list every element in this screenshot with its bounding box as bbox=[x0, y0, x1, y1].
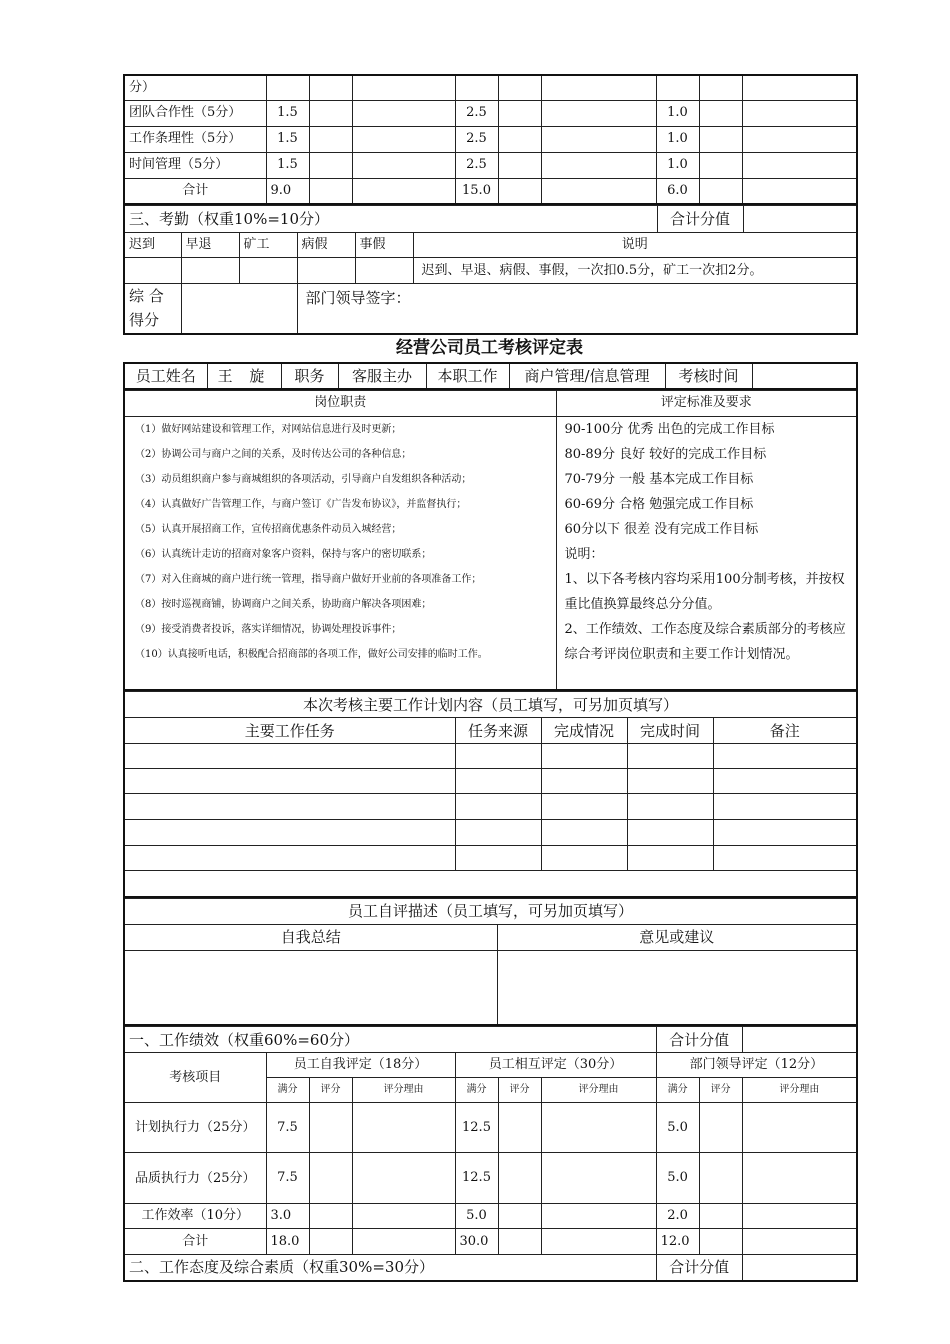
list-item: （3）动员组织商户参与商城组织的各项活动，引导商户自发组织各种活动； bbox=[135, 473, 472, 485]
attendance-note: 迟到、早退、病假、事假，一次扣0.5分，矿工一次扣2分。 bbox=[413, 258, 857, 284]
attitude-title: 二、工作态度及综合素质（权重30%=30分） bbox=[124, 1255, 656, 1281]
self-summary-field[interactable] bbox=[124, 950, 497, 1025]
assessment-time-label: 考核时间 bbox=[665, 363, 752, 389]
total-label: 合计 bbox=[124, 1229, 266, 1255]
standards-list bbox=[556, 416, 857, 690]
list-item: 80-89分 良好 较好的完成工作目标 bbox=[564, 446, 767, 462]
item-label: 团队合作性（5分） bbox=[124, 100, 266, 126]
suggestions-field[interactable] bbox=[497, 950, 857, 1025]
list-item: 1、以下各考核内容均采用100分制考核，并按权重比值换算最终总分分值。 bbox=[564, 571, 845, 612]
sum-value-field[interactable] bbox=[743, 206, 857, 233]
table-row bbox=[124, 75, 857, 100]
sum-label: 合计分值 bbox=[656, 1255, 742, 1281]
form-title: 经营公司员工考核评定表 bbox=[396, 337, 583, 358]
duties-header: 岗位职责 bbox=[124, 390, 556, 416]
overall-score-label: 综 合 得分 bbox=[124, 284, 181, 334]
item-label: 工作效率（10分） bbox=[124, 1204, 266, 1229]
document-page bbox=[123, 74, 856, 1282]
list-item: （5）认真开展招商工作，宣传招商优惠条件动员入城经营； bbox=[135, 523, 402, 535]
table-row bbox=[124, 794, 857, 820]
item-label: 时间管理（5分） bbox=[124, 152, 266, 178]
list-item: （9）接受消费者投诉，落实详细情况，协调处理投诉事件； bbox=[135, 623, 402, 635]
sum-label: 合计分值 bbox=[656, 1027, 742, 1053]
duties-list bbox=[124, 416, 556, 690]
list-item: （1）做好网站建设和管理工作，对网站信息进行及时更新； bbox=[135, 423, 402, 435]
sum-value-field[interactable] bbox=[742, 1027, 857, 1053]
list-item: （8）按时巡视商铺，协调商户之间关系，协助商户解决各项困难； bbox=[135, 598, 432, 610]
plan-header-row: 主要工作任务 任务来源 完成情况 完成时间 备注 bbox=[124, 718, 857, 744]
continuation-score-table bbox=[123, 74, 858, 205]
list-item: 2、工作绩效、工作态度及综合素质部分的考核应综合考评岗位职责和主要工作计划情况。 bbox=[564, 621, 846, 662]
job-label: 本职工作 bbox=[426, 363, 509, 389]
sum-value-field[interactable] bbox=[742, 1255, 857, 1281]
list-item: （2）协调公司与商户之间的关系，及时传达公司的各种信息； bbox=[135, 448, 412, 460]
item-label: 品质执行力（25分） bbox=[124, 1153, 266, 1204]
table-row bbox=[124, 871, 857, 897]
group-leader: 部门领导评定（12分） bbox=[656, 1053, 857, 1078]
job-value: 商户管理/信息管理 bbox=[509, 363, 665, 389]
self-summary-label: 自我总结 bbox=[124, 924, 497, 950]
group-self: 员工自我评定（18分） bbox=[266, 1053, 455, 1078]
table-row: 计划执行力（25分） 7.5 12.5 5.0 bbox=[124, 1103, 857, 1153]
attendance-table: 三、考勤（权重10%=10分） 合计分值 迟到 早退 矿工 病假 事假 说明 迟到、早退、病假、事假，一次扣0.5分，矿工一次扣2分。 综 合 得分 部门领导签字： bbox=[123, 205, 858, 335]
overall-score-field[interactable] bbox=[181, 284, 297, 334]
standards-header: 评定标准及要求 bbox=[556, 390, 857, 416]
table-row: 团队合作性（5分） 1.5 2.5 1.0 bbox=[124, 100, 857, 126]
self-eval-title: 员工自评描述（员工填写，可另加页填写） bbox=[124, 898, 857, 924]
table-row bbox=[124, 820, 857, 846]
position-label: 职务 bbox=[281, 363, 338, 389]
total-row: 合计 18.0 30.0 12.0 bbox=[124, 1229, 857, 1255]
item-label: 分） bbox=[124, 75, 266, 100]
item-label: 工作条理性（5分） bbox=[124, 126, 266, 152]
list-item: （4）认真做好广告管理工作，与商户签订《广告发布协议》，并监督执行； bbox=[135, 498, 467, 510]
item-header: 考核项目 bbox=[124, 1053, 266, 1103]
list-item: （7）对入住商城的商户进行统一管理，指导商户做好开业前的各项准备工作； bbox=[135, 573, 482, 585]
list-item: 说明： bbox=[564, 546, 604, 562]
assessment-time-field[interactable] bbox=[752, 363, 857, 389]
table-row bbox=[124, 846, 857, 871]
list-item: 70-79分 一般 基本完成工作目标 bbox=[564, 471, 754, 487]
item-label: 计划执行力（25分） bbox=[124, 1103, 266, 1153]
total-row: 合计 9.0 15.0 6.0 bbox=[124, 178, 857, 204]
plan-title: 本次考核主要工作计划内容（员工填写，可另加页填写） bbox=[124, 692, 857, 718]
employee-info-table bbox=[123, 362, 858, 390]
employee-name-label: 员工姓名 bbox=[124, 363, 207, 389]
performance-table: 一、工作绩效（权重60%=60分） 合计分值 考核项目 员工自我评定（18分） 员工相互评定（30分） 部门领导评定（12分） 满分 评分 评分理由 满分 评分 评分理由 满分 评分 评分理由 计划执行力（25分） 7.5 12.5 5.0 品质执行力（25分） 7.5 12.5 5.0 工作效率（10分） 3.0 5.0 2.0 合计 18.0 30.0 12.0 二、工作态度及综合素质（权重30%=30分） 合计分值 bbox=[123, 1026, 858, 1282]
table-row bbox=[124, 769, 857, 794]
sum-label: 合计分值 bbox=[657, 206, 743, 233]
list-item: 90-100分 优秀 出色的完成工作目标 bbox=[564, 421, 775, 437]
table-row: 工作效率（10分） 3.0 5.0 2.0 bbox=[124, 1204, 857, 1229]
group-peer: 员工相互评定（30分） bbox=[455, 1053, 656, 1078]
employee-name-value: 王 旋 bbox=[207, 363, 281, 389]
self-evaluation-table bbox=[123, 898, 858, 1027]
position-value: 客服主办 bbox=[338, 363, 426, 389]
table-row: 品质执行力（25分） 7.5 12.5 5.0 bbox=[124, 1153, 857, 1204]
work-plan-table bbox=[123, 691, 858, 898]
list-item: （10）认真接听电话，积极配合招商部的各项工作，做好公司安排的临时工作。 bbox=[135, 648, 488, 660]
total-label: 合计 bbox=[124, 178, 266, 204]
list-item: 60-69分 合格 勉强完成工作目标 bbox=[564, 496, 754, 512]
suggestions-label: 意见或建议 bbox=[497, 924, 857, 950]
performance-title: 一、工作绩效（权重60%=60分） bbox=[124, 1027, 656, 1053]
table-row bbox=[124, 744, 857, 769]
table-row: 工作条理性（5分） 1.5 2.5 1.0 bbox=[124, 126, 857, 152]
leader-signature[interactable]: 部门领导签字： bbox=[297, 284, 857, 334]
table-row: 时间管理（5分） 1.5 2.5 1.0 bbox=[124, 152, 857, 178]
attendance-title: 三、考勤（权重10%=10分） bbox=[124, 206, 657, 233]
duties-standards-table bbox=[123, 390, 858, 692]
list-item: 60分以下 很差 没有完成工作目标 bbox=[564, 521, 759, 537]
list-item: （6）认真统计走访的招商对象客户资料，保持与客户的密切联系； bbox=[135, 548, 432, 560]
